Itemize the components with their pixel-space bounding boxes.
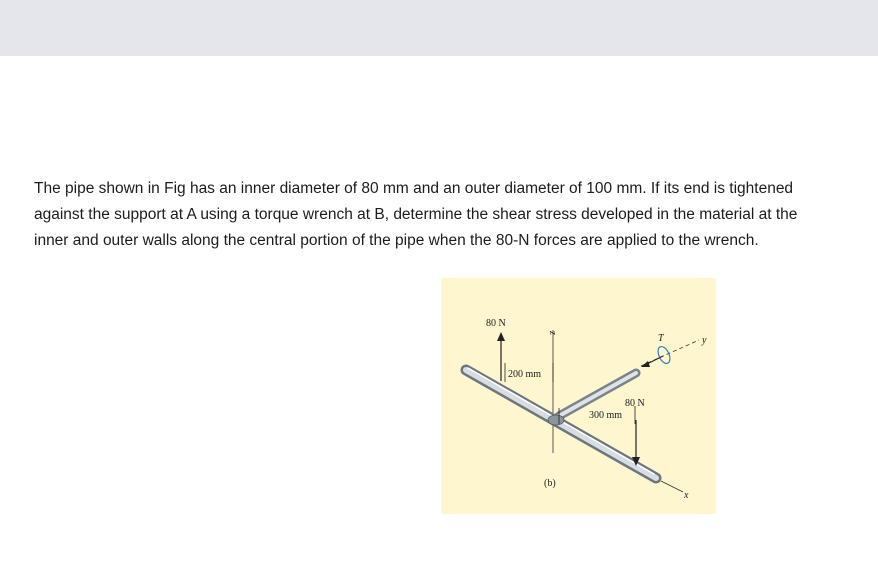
- force-label-left: 80 N: [486, 318, 506, 329]
- dimension-label-left: 200 mm: [508, 369, 542, 380]
- torque-symbol: [656, 345, 673, 366]
- torque-label: T: [658, 333, 664, 344]
- pipe-figure: [441, 278, 716, 514]
- axis-label-x: x: [684, 490, 689, 501]
- figure-caption: (b): [544, 478, 556, 489]
- pipe-diagram: [441, 278, 716, 514]
- x-axis-line: [661, 481, 683, 492]
- top-bar: [0, 0, 878, 56]
- dimension-label-right: 300 mm: [589, 410, 623, 421]
- question-text: The pipe shown in Fig has an inner diameter of 80 mm and an outer diameter of 100 mm. If its end is tightened against the support at A using a torque wrench at B, determine the shear stress developed in the material at the inner and outer walls along the central portion of the pipe when the 80-N forces are applied to the wrench.: [34, 180, 798, 249]
- pipe-end: [548, 415, 564, 425]
- force-label-right: 80 N: [625, 398, 645, 409]
- axis-label-y: y: [702, 335, 707, 346]
- axis-label-z: z: [547, 331, 558, 335]
